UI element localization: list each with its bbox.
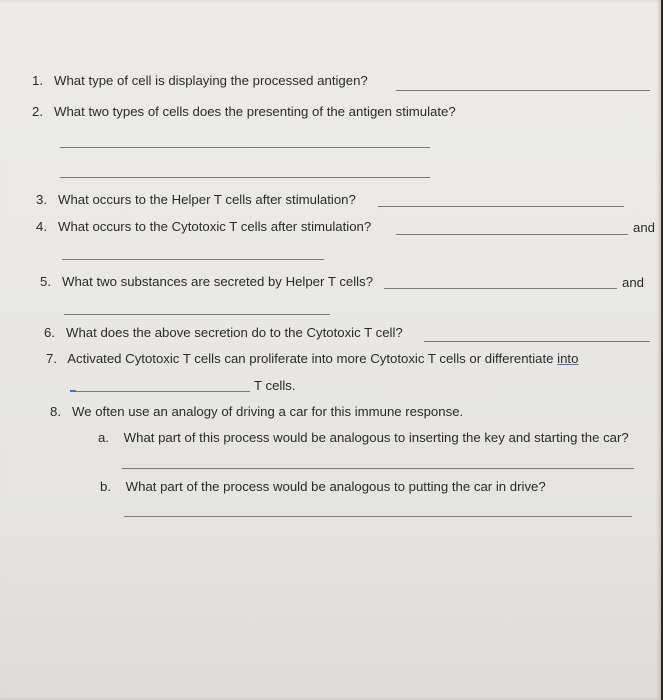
- question-7-text: Activated Cytotoxic T cells can proliferate into more Cytotoxic T cells or differentiate: [67, 351, 554, 366]
- answer-line-4b[interactable]: [62, 259, 324, 260]
- question-8-number: 8.: [50, 404, 61, 419]
- question-7: [46, 351, 578, 366]
- question-2-number: 2.: [32, 104, 43, 119]
- question-3-text: What occurs to the Helper T cells after stimulation?: [58, 192, 356, 207]
- question-1-number: 1.: [32, 73, 43, 88]
- question-8a-label: a.: [98, 430, 109, 445]
- question-8-text: We often use an analogy of driving a car for this immune response.: [72, 404, 464, 419]
- question-4-number: 4.: [36, 219, 47, 234]
- answer-line-5a[interactable]: [384, 288, 617, 289]
- question-8a-text: What part of this process would be analogous to inserting the key and starting the car?: [123, 430, 629, 445]
- question-1: [32, 73, 368, 88]
- answer-line-2a[interactable]: [60, 147, 430, 148]
- question-1-text: What type of cell is displaying the processed antigen?: [54, 73, 368, 88]
- answer-line-2b[interactable]: [60, 177, 430, 178]
- question-4: [36, 219, 371, 234]
- question-3: [36, 192, 356, 207]
- answer-line-5b[interactable]: [64, 314, 330, 315]
- answer-line-4a[interactable]: [396, 234, 628, 235]
- question-5-and: and: [622, 275, 645, 290]
- question-6: [44, 325, 403, 340]
- question-7-number: 7.: [46, 351, 57, 366]
- question-5-number: 5.: [40, 274, 51, 289]
- question-8b-label: b.: [100, 479, 111, 494]
- question-7-into: into: [557, 351, 579, 366]
- question-8b: [100, 479, 546, 494]
- question-4-text: What occurs to the Cytotoxic T cells after stimulation?: [58, 219, 372, 234]
- question-4-and: and: [633, 220, 656, 235]
- pen-mark: [70, 390, 76, 392]
- question-6-text: What does the above secretion do to the Cytotoxic T cell?: [66, 325, 403, 340]
- question-5: [40, 274, 373, 289]
- answer-line-3[interactable]: [378, 206, 624, 207]
- question-8: [50, 404, 463, 419]
- question-7-tail: T cells.: [254, 378, 296, 393]
- answer-line-6[interactable]: [424, 341, 650, 342]
- answer-line-7[interactable]: [70, 391, 250, 392]
- question-3-number: 3.: [36, 192, 47, 207]
- question-5-text: What two substances are secreted by Helper T cells?: [62, 274, 374, 289]
- question-2: [32, 104, 456, 119]
- question-6-number: 6.: [44, 325, 55, 340]
- answer-line-8a[interactable]: [122, 468, 634, 469]
- answer-line-1[interactable]: [396, 90, 650, 91]
- question-8b-text: What part of the process would be analogous to putting the car in drive?: [125, 479, 546, 494]
- question-2-text: What two types of cells does the presenting of the antigen stimulate?: [54, 104, 456, 119]
- question-8a: [98, 430, 629, 445]
- answer-line-8b[interactable]: [124, 516, 632, 517]
